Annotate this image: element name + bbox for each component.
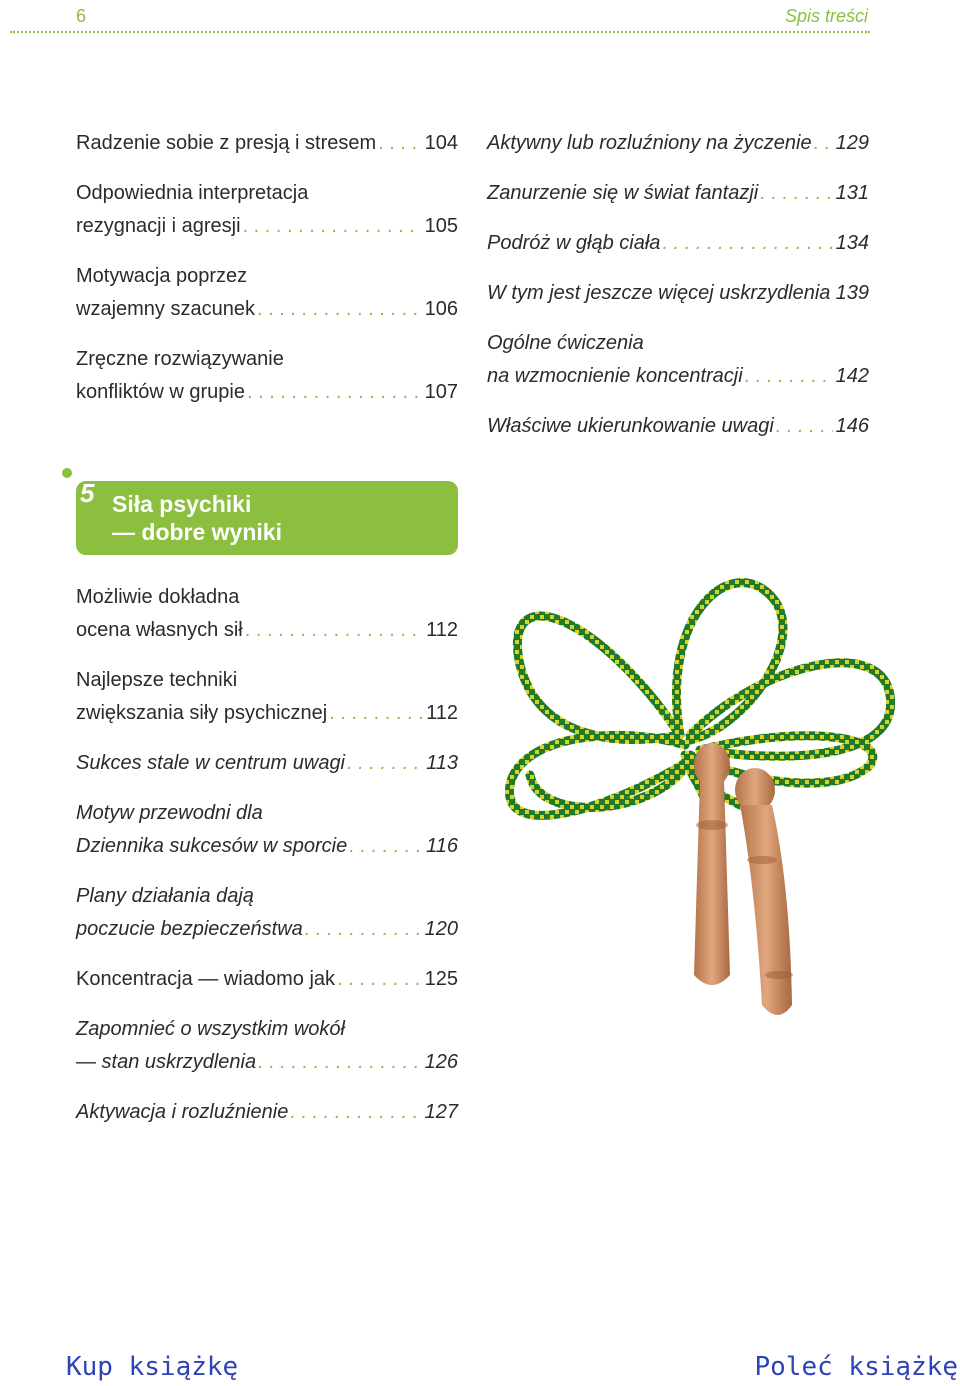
toc-entry-line xyxy=(487,277,869,310)
toc-entry-title: Sukces stale w centrum uwagi xyxy=(76,752,346,774)
toc-entry-line xyxy=(487,177,869,210)
toc-entry-line xyxy=(76,260,458,293)
toc-left-column xyxy=(76,127,458,426)
toc-entry-page: 127 xyxy=(424,1101,458,1123)
dot-leader xyxy=(243,210,422,243)
toc-entry-page: 134 xyxy=(835,232,869,254)
toc-entry[interactable] xyxy=(76,747,458,780)
toc-entry-title: Możliwie dokładna xyxy=(76,586,240,608)
toc-entry-page: 146 xyxy=(835,415,869,437)
toc-entry-line xyxy=(76,210,458,243)
toc-entry[interactable] xyxy=(76,177,458,243)
buy-book-link[interactable]: Kup książkę xyxy=(66,1352,239,1382)
dot-leader xyxy=(247,376,422,409)
toc-entry-line xyxy=(76,963,458,996)
chapter-title-line2: — dobre wyniki xyxy=(112,519,282,545)
toc-entry-title: Zręczne rozwiązywanie xyxy=(76,348,284,370)
dot-leader xyxy=(329,697,422,730)
toc-entry[interactable] xyxy=(76,664,458,730)
toc-entry-title: Plany działania dają xyxy=(76,885,254,907)
toc-entry-line xyxy=(487,127,869,160)
toc-entry-title: Koncentracja — wiadomo jak xyxy=(76,968,336,990)
toc-entry[interactable] xyxy=(76,1013,458,1079)
toc-entry-page: 104 xyxy=(424,132,458,154)
toc-entry-page: 131 xyxy=(835,182,869,204)
toc-entry[interactable] xyxy=(76,1096,458,1129)
toc-entry-title: Aktywacja i rozluźnienie xyxy=(76,1101,289,1123)
toc-entry-title: Właściwe ukierunkowanie uwagi xyxy=(487,415,774,437)
toc-entry-title: wzajemny szacunek xyxy=(76,298,255,320)
toc-entry-title: Motyw przewodni dla xyxy=(76,802,263,824)
jump-rope-image xyxy=(500,555,930,1095)
toc-entry-page: 142 xyxy=(835,365,869,387)
toc-entry[interactable] xyxy=(487,227,869,260)
toc-entry-line xyxy=(76,343,458,376)
toc-entry-line xyxy=(487,227,869,260)
toc-entry[interactable] xyxy=(487,127,869,160)
dot-leader xyxy=(258,1046,422,1079)
toc-entry-line xyxy=(76,1096,458,1129)
toc-entry-title: Podróż w głąb ciała xyxy=(487,232,661,254)
toc-entry[interactable] xyxy=(487,410,869,443)
toc-entry[interactable] xyxy=(76,127,458,160)
toc-entry[interactable] xyxy=(487,177,869,210)
chapter-title-line1: Siła psychiki xyxy=(112,491,252,517)
toc-entry-title: Dziennika sukcesów w sporcie xyxy=(76,835,348,857)
toc-entry[interactable] xyxy=(76,581,458,647)
toc-entry-line xyxy=(487,360,869,393)
dot-leader xyxy=(305,913,422,946)
dot-leader xyxy=(776,410,833,443)
toc-entry-page: 112 xyxy=(426,702,458,724)
toc-entry-line xyxy=(487,327,869,360)
dot-leader xyxy=(337,963,422,996)
dot-leader xyxy=(347,747,422,780)
toc-entry-line xyxy=(76,1046,458,1079)
toc-entry[interactable] xyxy=(76,880,458,946)
toc-entry-title: Radzenie sobie z presją i stresem xyxy=(76,132,377,154)
toc-entry-title: rezygnacji i agresji xyxy=(76,215,241,237)
toc-entry-line xyxy=(76,376,458,409)
toc-entry-line xyxy=(76,664,458,697)
toc-entry-title: Odpowiednia interpretacja xyxy=(76,182,309,204)
dot-leader xyxy=(832,277,833,310)
section-title: Spis treści xyxy=(784,6,868,26)
toc-entry-title: Aktywny lub rozluźniony na życzenie xyxy=(487,132,812,154)
dot-leader xyxy=(349,830,422,863)
toc-entry-page: 139 xyxy=(835,282,869,304)
toc-entry-line xyxy=(76,747,458,780)
toc-entry-title: ocena własnych sił xyxy=(76,619,243,641)
toc-entry-title: Zapomnieć o wszystkim wokół xyxy=(76,1018,345,1040)
toc-entry-title: zwiększania siły psychicznej xyxy=(76,702,328,724)
toc-entry-line xyxy=(487,410,869,443)
toc-entry[interactable] xyxy=(487,277,869,310)
toc-entry-line xyxy=(76,127,458,160)
chapter-number: 5 xyxy=(80,478,95,508)
dot-leader xyxy=(760,177,833,210)
dot-leader xyxy=(745,360,833,393)
toc-entry-line xyxy=(76,1013,458,1046)
toc-entry[interactable] xyxy=(487,327,869,393)
toc-entry-title: W tym jest jeszcze więcej uskrzydlenia xyxy=(487,282,831,304)
header-rule xyxy=(10,31,870,33)
toc-entry[interactable] xyxy=(76,343,458,409)
toc-entry-page: 120 xyxy=(424,918,458,940)
toc-entry-title: Zanurzenie się w świat fantazji xyxy=(487,182,759,204)
toc-entry-page: 126 xyxy=(424,1051,458,1073)
toc-entry-page: 116 xyxy=(426,835,458,857)
toc-entry-title: — stan uskrzydlenia xyxy=(76,1051,257,1073)
toc-entry-line xyxy=(76,913,458,946)
handle-right xyxy=(735,768,793,1015)
toc-entry-page: 107 xyxy=(424,381,458,403)
toc-entry-page: 105 xyxy=(424,215,458,237)
recommend-book-link[interactable]: Poleć książkę xyxy=(754,1352,958,1382)
toc-entry-page: 125 xyxy=(424,968,458,990)
toc-entry-line xyxy=(76,614,458,647)
toc-entry-line xyxy=(76,581,458,614)
toc-entry-page: 112 xyxy=(426,619,458,641)
toc-entry-page: 113 xyxy=(426,752,458,774)
toc-entry[interactable] xyxy=(76,963,458,996)
toc-entry-page: 106 xyxy=(424,298,458,320)
page-number: 6 xyxy=(76,6,87,26)
toc-entry-title: konfliktów w grupie xyxy=(76,381,245,403)
toc-chapter-entries xyxy=(76,581,458,1146)
toc-entry[interactable] xyxy=(76,797,458,863)
toc-entry-line xyxy=(76,177,458,210)
dot-leader xyxy=(814,127,833,160)
toc-entry-page: 129 xyxy=(835,132,869,154)
toc-entry-line xyxy=(76,697,458,730)
chapter-dot xyxy=(62,468,72,478)
toc-entry-line xyxy=(76,880,458,913)
toc-entry-title: Motywacja poprzez xyxy=(76,265,248,287)
dot-leader xyxy=(257,293,422,326)
handle-left xyxy=(694,743,730,985)
dot-leader xyxy=(290,1096,422,1129)
dot-leader xyxy=(378,127,422,160)
toc-entry-title: Ogólne ćwiczenia xyxy=(487,332,644,354)
dot-leader xyxy=(245,614,422,647)
toc-right-column xyxy=(487,127,869,460)
chapter-title xyxy=(112,490,282,546)
toc-entry-line xyxy=(76,293,458,326)
toc-entry-title: poczucie bezpieczeństwa xyxy=(76,918,303,940)
toc-entry-line xyxy=(76,797,458,830)
dot-leader xyxy=(662,227,833,260)
toc-entry-line xyxy=(76,830,458,863)
toc-entry-title: Najlepsze techniki xyxy=(76,669,238,691)
toc-entry-title: na wzmocnienie koncentracji xyxy=(487,365,743,387)
toc-entry[interactable] xyxy=(76,260,458,326)
